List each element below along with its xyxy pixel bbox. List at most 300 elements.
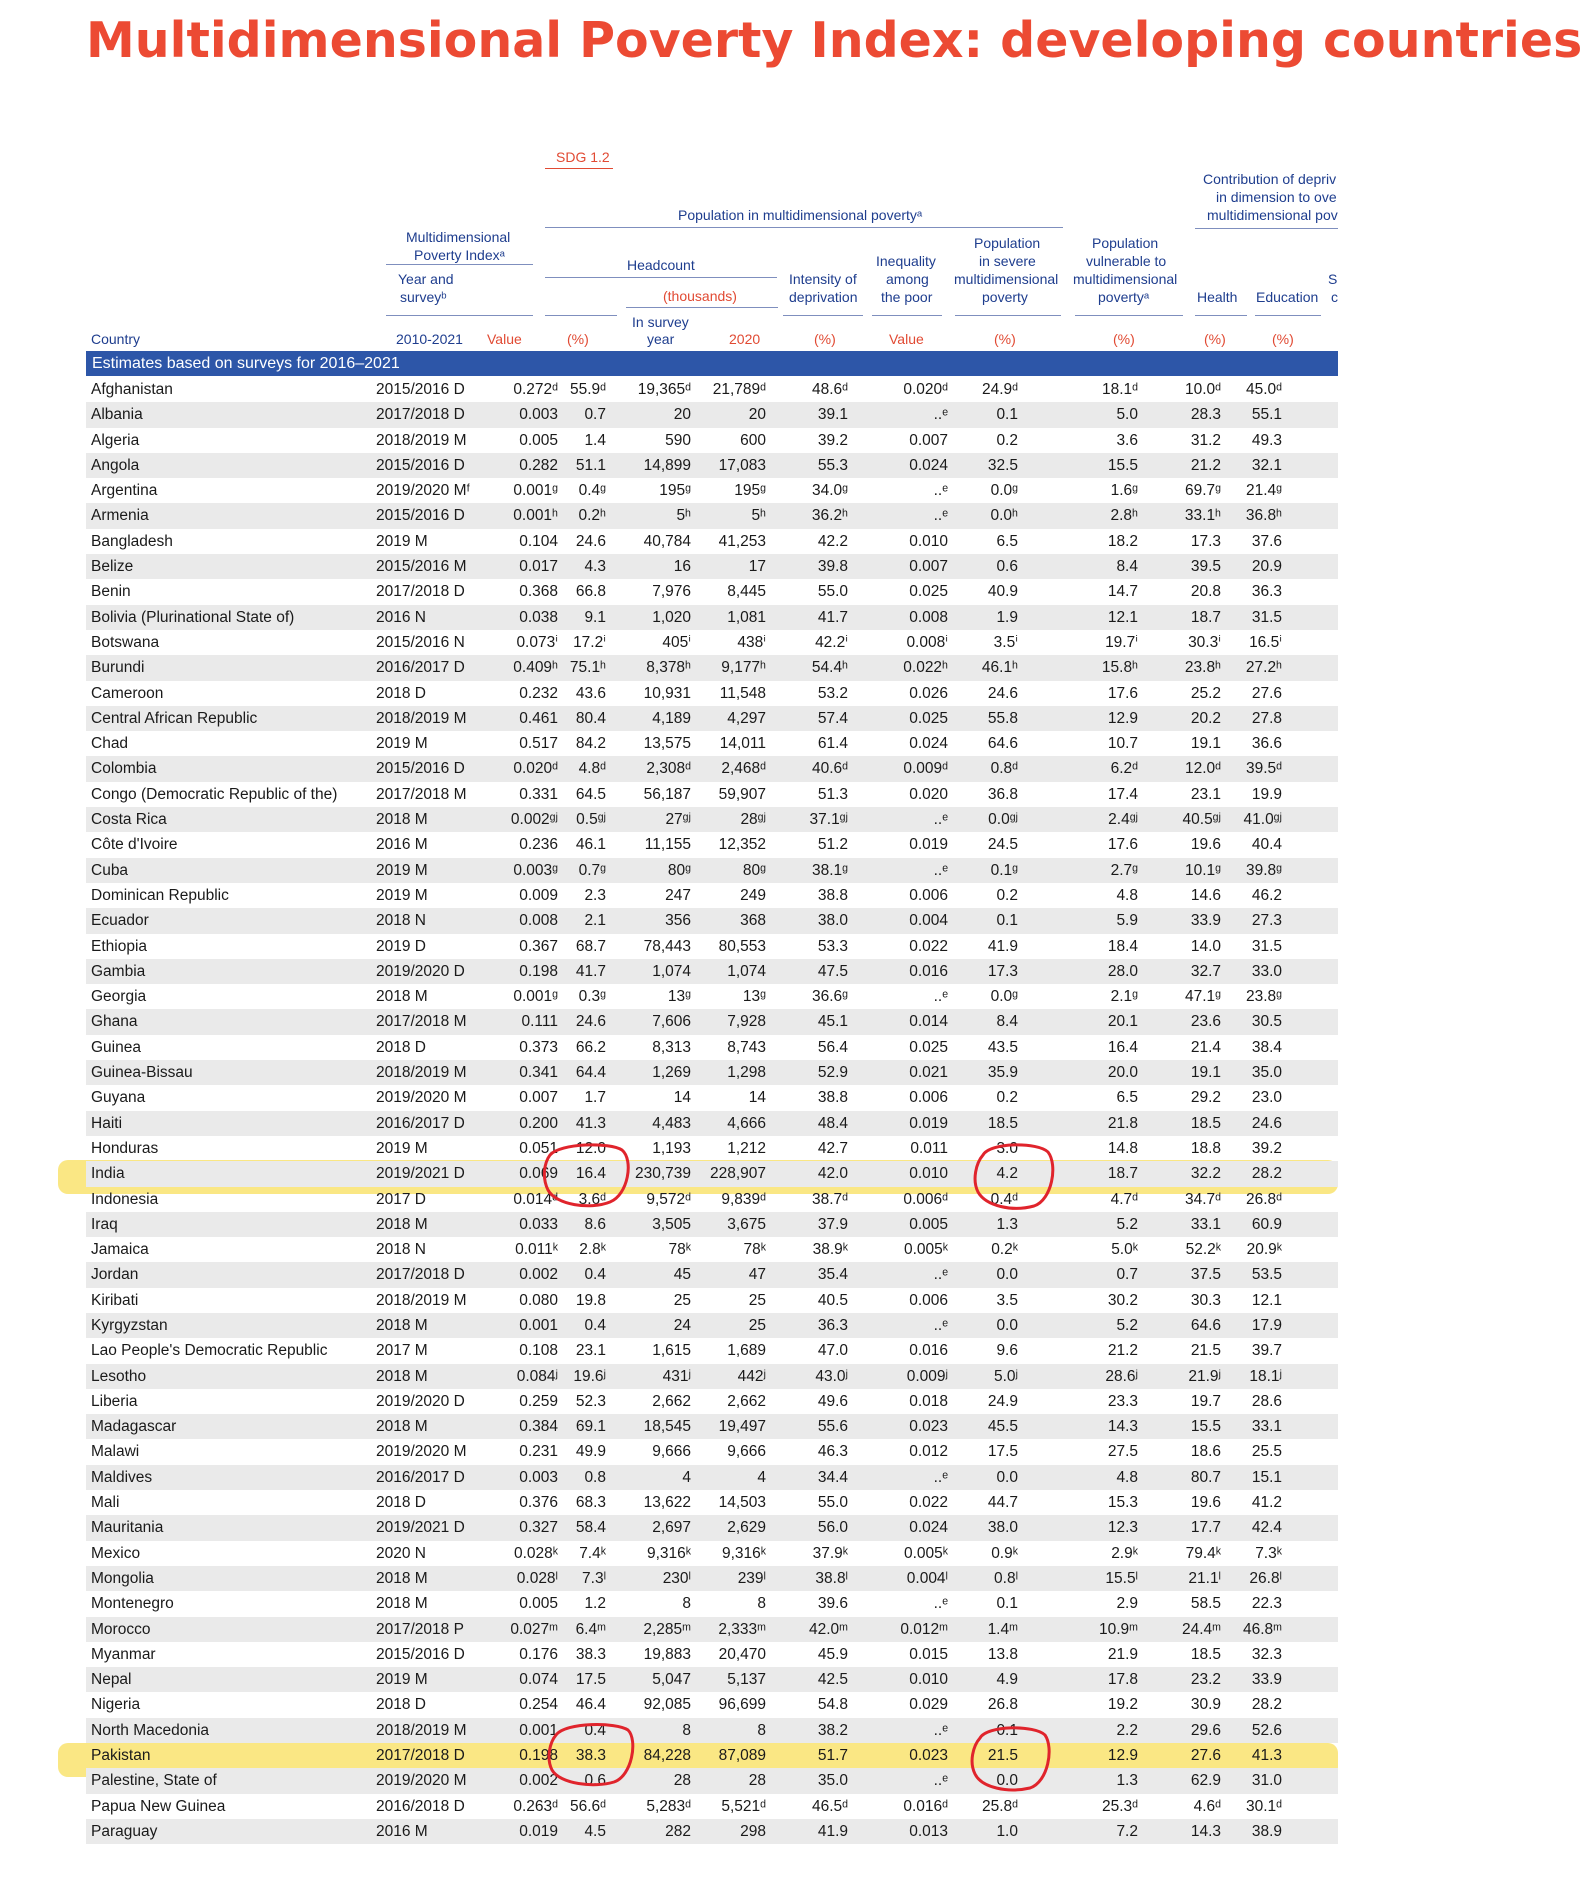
- intensity-cell: 51.2: [817, 836, 848, 854]
- severe-poverty-cell: 4.2: [996, 1165, 1018, 1183]
- headcount-2020-thousands-cell: 19,497: [718, 1418, 766, 1436]
- headcount-2020-thousands-cell: 2,468ᵈ: [721, 760, 766, 778]
- severe-poverty-cell: 44.7: [987, 1494, 1018, 1512]
- country-cell: Pakistan: [91, 1747, 151, 1765]
- intensity-cell: 48.6ᵈ: [811, 381, 848, 398]
- vulnerable-cell: 30.2: [1107, 1291, 1138, 1309]
- year-survey-cell: 2018 D: [376, 684, 426, 702]
- health-contribution-cell: 4.6ᵈ: [1193, 1797, 1221, 1815]
- headcount-survey-thousands-cell: 1,074: [652, 962, 691, 980]
- vulnerable-cell: 25.3ᵈ: [1101, 1797, 1138, 1815]
- headcount-pct-cell: 49.9: [575, 1443, 606, 1461]
- health-contribution-cell: 32.2: [1190, 1165, 1221, 1183]
- country-cell: Jordan: [91, 1266, 139, 1284]
- inequality-cell: 0.010: [909, 1671, 948, 1689]
- country-cell: North Macedonia: [91, 1721, 210, 1739]
- education-contribution-cell: 31.0: [1251, 1772, 1282, 1790]
- headcount-survey-thousands-cell: 4: [682, 1468, 691, 1486]
- country-cell: Benin: [91, 583, 131, 601]
- headcount-survey-thousands-cell: 8: [682, 1595, 691, 1613]
- health-contribution-cell: 40.5ᵍʲ: [1182, 811, 1221, 829]
- vulnerable-cell: 2.9ᵏ: [1111, 1544, 1138, 1562]
- intensity-cell: 61.4: [817, 735, 848, 753]
- intensity-cell: 34.4: [817, 1468, 848, 1486]
- headcount-2020-thousands-cell: 41,253: [718, 532, 766, 550]
- health-contribution-cell: 14.6: [1190, 886, 1221, 904]
- country-cell: Armenia: [91, 507, 149, 525]
- year-survey-cell: 2017/2018 M: [376, 1013, 467, 1031]
- severe-poverty-cell: 0.9ᵏ: [991, 1544, 1018, 1562]
- inequality-cell: 0.009ᵈ: [903, 760, 948, 778]
- health-contribution-cell: 21.1ˡ: [1188, 1569, 1221, 1587]
- education-contribution-cell: 27.2ʰ: [1245, 659, 1282, 677]
- headcount-2020-thousands-cell: 239ˡ: [737, 1569, 766, 1587]
- vulnerable-cell: 21.8: [1107, 1114, 1138, 1132]
- vulnerable-header-4: povertyᵃ: [1098, 289, 1150, 305]
- inequality-cell: 0.019: [909, 836, 948, 854]
- vulnerable-cell: 14.7: [1107, 583, 1138, 601]
- mpi-header-2: Poverty Indexᵃ: [414, 247, 505, 263]
- education-contribution-cell: 45.0ᵈ: [1245, 381, 1282, 398]
- country-cell: Palestine, State of: [91, 1772, 217, 1790]
- mpi-value-cell: 0.409ʰ: [513, 659, 558, 677]
- pct-header-severe: (%): [994, 331, 1016, 347]
- intensity-cell: 54.8: [817, 1696, 848, 1714]
- country-cell: Ethiopia: [91, 937, 148, 955]
- education-contribution-cell: 12.1: [1251, 1291, 1282, 1309]
- headcount-pct-cell: 19.8: [575, 1291, 606, 1309]
- inequality-cell: ..ᵉ: [933, 811, 948, 829]
- year-header-1: Year and: [398, 271, 454, 287]
- headcount-2020-thousands-cell: 9,839ᵈ: [721, 1190, 766, 1208]
- headcount-pct-cell: 0.5ᵍʲ: [576, 811, 606, 829]
- year-survey-cell: 2018 M: [376, 1367, 428, 1385]
- country-cell: Kiribati: [91, 1291, 139, 1309]
- education-contribution-cell: 33.9: [1251, 1671, 1282, 1689]
- education-contribution-cell: 24.6: [1251, 1114, 1282, 1132]
- education-contribution-cell: 55.1: [1251, 406, 1282, 424]
- education-contribution-cell: 17.9: [1251, 1316, 1282, 1334]
- intensity-cell: 38.2: [817, 1721, 848, 1739]
- year-survey-cell: 2018 D: [376, 1038, 426, 1056]
- headcount-2020-thousands-cell: 9,666: [727, 1443, 766, 1461]
- health-contribution-cell: 28.3: [1190, 406, 1221, 424]
- health-contribution-cell: 17.3: [1190, 532, 1221, 550]
- education-contribution-cell: 27.6: [1251, 684, 1282, 702]
- country-cell: Côte d'Ivoire: [91, 836, 178, 854]
- headcount-2020-thousands-cell: 59,907: [718, 785, 766, 803]
- severe-header-4: poverty: [982, 289, 1028, 305]
- mpi-value-cell: 0.108: [519, 1342, 558, 1360]
- year-survey-cell: 2019/2020 Mᶠ: [376, 482, 471, 500]
- headcount-pct-cell: 68.3: [575, 1494, 606, 1512]
- health-contribution-cell: 21.5: [1190, 1342, 1221, 1360]
- education-contribution-cell: 26.8ˡ: [1249, 1569, 1282, 1587]
- inequality-cell: 0.023: [909, 1418, 948, 1436]
- headcount-2020-thousands-cell: 4: [757, 1468, 766, 1486]
- headcount-2020-thousands-cell: 600: [740, 431, 766, 449]
- headcount-survey-thousands-cell: 1,269: [652, 1064, 691, 1082]
- year-survey-cell: 2018 D: [376, 1696, 426, 1714]
- headcount-pct-cell: 0.3ᵍ: [578, 988, 606, 1006]
- vulnerable-cell: 5.2: [1116, 1316, 1138, 1334]
- intensity-cell: 40.5: [817, 1291, 848, 1309]
- severe-poverty-cell: 1.9: [996, 608, 1018, 626]
- headcount-2020-thousands-cell: 368: [740, 912, 766, 930]
- mpi-value-cell: 0.028ᵏ: [513, 1544, 558, 1562]
- health-contribution-cell: 21.4: [1190, 1038, 1221, 1056]
- country-cell: India: [91, 1165, 125, 1183]
- inequality-cell: 0.022: [909, 1494, 948, 1512]
- headcount-pct-cell: 4.8ᵈ: [578, 760, 606, 778]
- inequality-cell: 0.019: [909, 1114, 948, 1132]
- intensity-cell: 42.5: [817, 1671, 848, 1689]
- headcount-survey-thousands-cell: 14: [673, 1089, 691, 1107]
- headcount-2020-thousands-cell: 9,177ʰ: [721, 659, 766, 677]
- health-contribution-cell: 15.5: [1190, 1418, 1221, 1436]
- country-cell: Papua New Guinea: [91, 1797, 226, 1815]
- country-cell: Lesotho: [91, 1367, 147, 1385]
- health-contribution-cell: 23.1: [1190, 785, 1221, 803]
- years-header: 2010-2021: [396, 331, 463, 347]
- headcount-pct-cell: 46.4: [575, 1696, 606, 1714]
- year-survey-cell: 2019/2021 D: [376, 1519, 465, 1537]
- education-contribution-cell: 49.3: [1251, 431, 1282, 449]
- inequality-cell: 0.012ᵐ: [900, 1620, 948, 1638]
- severe-poverty-cell: 0.1: [996, 1721, 1018, 1739]
- inequality-cell: 0.024: [909, 735, 948, 753]
- headcount-survey-thousands-cell: 431ʲ: [662, 1367, 691, 1385]
- health-contribution-cell: 25.2: [1190, 684, 1221, 702]
- year-survey-cell: 2019 D: [376, 937, 426, 955]
- headcount-pct-cell: 23.1: [575, 1342, 606, 1360]
- headcount-2020-thousands-cell: 8,445: [727, 583, 766, 601]
- education-contribution-cell: 30.5: [1251, 1013, 1282, 1031]
- headcount-2020-thousands-cell: 14,503: [718, 1494, 766, 1512]
- health-contribution-cell: 18.5: [1190, 1645, 1221, 1663]
- inequality-cell: 0.004ˡ: [906, 1569, 948, 1587]
- headcount-pct-cell: 75.1ʰ: [569, 659, 606, 677]
- education-contribution-cell: 26.8ᵈ: [1245, 1190, 1282, 1208]
- inequality-cell: 0.012: [909, 1443, 948, 1461]
- country-cell: Albania: [91, 406, 143, 424]
- contribution-header-3: multidimensional pov: [1207, 207, 1338, 223]
- education-contribution-cell: 23.0: [1251, 1089, 1282, 1107]
- country-cell: Mongolia: [91, 1569, 154, 1587]
- headcount-survey-thousands-cell: 5,283ᵈ: [646, 1797, 691, 1815]
- inequality-cell: ..ᵉ: [933, 1316, 948, 1334]
- mpi-value-cell: 0.005: [519, 431, 558, 449]
- year-survey-cell: 2018 M: [376, 988, 428, 1006]
- mpi-value-cell: 0.263ᵈ: [513, 1797, 558, 1815]
- intensity-cell: 53.2: [817, 684, 848, 702]
- vulnerable-cell: 20.0: [1107, 1064, 1138, 1082]
- headcount-pct-cell: 0.6: [584, 1772, 606, 1790]
- mpi-value-cell: 0.038: [519, 608, 558, 626]
- education-contribution-cell: 38.4: [1251, 1038, 1282, 1056]
- inequality-cell: 0.014: [909, 1013, 948, 1031]
- health-contribution-cell: 80.7: [1190, 1468, 1221, 1486]
- health-contribution-cell: 30.3ⁱ: [1188, 633, 1221, 651]
- vulnerable-cell: 2.7ᵍ: [1110, 861, 1138, 879]
- headcount-survey-thousands-cell: 28: [673, 1772, 691, 1790]
- country-cell: Montenegro: [91, 1595, 174, 1613]
- in-survey-header-1: In survey: [632, 314, 689, 330]
- severe-poverty-cell: 46.1ʰ: [981, 659, 1018, 677]
- inequality-cell: 0.029: [909, 1696, 948, 1714]
- s-stub-header: S: [1328, 271, 1338, 287]
- severe-poverty-cell: 0.2: [996, 886, 1018, 904]
- year-survey-cell: 2019/2020 D: [376, 962, 465, 980]
- mpi-value-cell: 0.231: [519, 1443, 558, 1461]
- inequality-cell: 0.020ᵈ: [903, 381, 948, 398]
- severe-poverty-cell: 0.2ᵏ: [991, 1241, 1018, 1259]
- intensity-cell: 45.9: [817, 1645, 848, 1663]
- severe-poverty-cell: 4.9: [996, 1671, 1018, 1689]
- headcount-2020-thousands-cell: 8: [757, 1721, 766, 1739]
- education-contribution-cell: 28.2: [1251, 1165, 1282, 1183]
- headcount-pct-cell: 2.8ᵏ: [579, 1241, 606, 1259]
- vulnerable-cell: 14.3: [1107, 1418, 1138, 1436]
- vulnerable-cell: 19.7ⁱ: [1105, 633, 1138, 651]
- severe-header-1: Population: [974, 235, 1041, 251]
- intensity-cell: 38.9ᵏ: [812, 1241, 848, 1259]
- vulnerable-cell: 8.4: [1116, 558, 1138, 576]
- country-cell: Malawi: [91, 1443, 140, 1461]
- health-contribution-cell: 10.1ᵍ: [1184, 861, 1221, 879]
- inequality-cell: 0.006: [909, 1291, 948, 1309]
- headcount-2020-thousands-cell: 8: [757, 1595, 766, 1613]
- inequality-cell: 0.024: [909, 456, 948, 474]
- headcount-2020-thousands-cell: 28ᵍʲ: [740, 811, 766, 829]
- country-cell: Botswana: [91, 633, 160, 651]
- headcount-survey-thousands-cell: 3,505: [652, 1215, 691, 1233]
- education-contribution-cell: 38.9: [1251, 1822, 1282, 1840]
- mpi-value-cell: 0.104: [519, 532, 558, 550]
- intensity-cell: 51.3: [817, 785, 848, 803]
- headcount-pct-cell: 80.4: [575, 709, 606, 727]
- health-contribution-cell: 34.7ᵈ: [1184, 1190, 1221, 1208]
- headcount-pct-cell: 84.2: [575, 735, 606, 753]
- country-cell: Ghana: [91, 1013, 138, 1031]
- vulnerable-cell: 2.2: [1116, 1721, 1138, 1739]
- headcount-pct-cell: 17.2ⁱ: [573, 633, 606, 651]
- mpi-value-cell: 0.200: [519, 1114, 558, 1132]
- severe-poverty-cell: 3.5ⁱ: [993, 633, 1018, 651]
- intensity-cell: 46.3: [817, 1443, 848, 1461]
- intensity-header-1: Intensity of: [789, 271, 857, 287]
- headcount-pct-cell: 38.3: [575, 1645, 606, 1663]
- year-survey-cell: 2015/2016 D: [376, 456, 465, 474]
- headcount-survey-thousands-cell: 7,976: [652, 583, 691, 601]
- y2020-header: 2020: [729, 331, 761, 347]
- country-cell: Nigeria: [91, 1696, 141, 1714]
- mpi-value-cell: 0.331: [519, 785, 558, 803]
- headcount-pct-cell: 7.3ˡ: [582, 1569, 606, 1587]
- education-contribution-cell: 20.9ᵏ: [1246, 1241, 1282, 1259]
- severe-poverty-cell: 13.8: [987, 1645, 1018, 1663]
- education-contribution-cell: 32.3: [1251, 1645, 1282, 1663]
- headcount-pct-cell: 58.4: [575, 1519, 606, 1537]
- intensity-cell: 39.1: [817, 406, 848, 424]
- severe-poverty-cell: 0.0: [996, 1266, 1018, 1284]
- year-survey-cell: 2016 N: [376, 608, 426, 626]
- severe-header-2: in severe: [979, 253, 1036, 269]
- headcount-survey-thousands-cell: 16: [673, 558, 691, 576]
- health-contribution-cell: 21.9ʲ: [1188, 1367, 1221, 1385]
- country-cell: Burundi: [91, 659, 145, 677]
- year-survey-cell: 2017/2018 D: [376, 1266, 465, 1284]
- mpi-value-cell: 0.027ᵐ: [510, 1620, 558, 1638]
- headcount-pct-cell: 46.1: [575, 836, 606, 854]
- health-contribution-cell: 30.3: [1190, 1291, 1221, 1309]
- headcount-pct-cell: 2.3: [584, 886, 606, 904]
- mpi-value-cell: 0.002ᵍʲ: [510, 811, 558, 829]
- inequality-header-2: among: [886, 271, 929, 287]
- headcount-survey-thousands-cell: 2,697: [652, 1519, 691, 1537]
- vulnerable-cell: 12.1: [1107, 608, 1138, 626]
- inequality-cell: 0.004: [909, 912, 948, 930]
- year-survey-cell: 2019 M: [376, 735, 428, 753]
- education-contribution-cell: 32.1: [1251, 456, 1282, 474]
- country-cell: Congo (Democratic Republic of the): [91, 785, 338, 803]
- headcount-survey-thousands-cell: 8: [682, 1721, 691, 1739]
- country-cell: Honduras: [91, 1139, 159, 1157]
- intensity-cell: 53.3: [817, 937, 848, 955]
- education-contribution-cell: 19.9: [1251, 785, 1282, 803]
- education-contribution-cell: 35.0: [1251, 1064, 1282, 1082]
- severe-poverty-cell: 0.1: [996, 1595, 1018, 1613]
- severe-poverty-cell: 0.0ᵍʲ: [988, 811, 1018, 829]
- inequality-cell: 0.026: [909, 684, 948, 702]
- mpi-value-cell: 0.014ᵈ: [513, 1190, 558, 1208]
- headcount-2020-thousands-cell: 4,297: [727, 709, 766, 727]
- health-contribution-cell: 21.2: [1190, 456, 1221, 474]
- headcount-survey-thousands-cell: 2,308ᵈ: [646, 760, 691, 778]
- mpi-value-cell: 0.517: [519, 735, 558, 753]
- vulnerable-cell: 19.2: [1107, 1696, 1138, 1714]
- country-cell: Georgia: [91, 988, 147, 1006]
- headcount-2020-thousands-cell: 249: [740, 886, 766, 904]
- country-cell: Maldives: [91, 1468, 153, 1486]
- headcount-survey-thousands-cell: 5ʰ: [676, 507, 691, 525]
- headcount-survey-thousands-cell: 24: [673, 1316, 691, 1334]
- education-contribution-cell: 31.5: [1251, 937, 1282, 955]
- severe-poverty-cell: 1.4ᵐ: [987, 1620, 1018, 1638]
- country-cell: Cameroon: [91, 684, 164, 702]
- sdg-label: SDG 1.2: [556, 149, 610, 165]
- headcount-pct-cell: 24.6: [575, 532, 606, 550]
- country-cell: Liberia: [91, 1392, 138, 1410]
- vulnerable-cell: 2.9: [1116, 1595, 1138, 1613]
- health-contribution-cell: 10.0ᵈ: [1184, 381, 1221, 398]
- education-contribution-cell: 15.1: [1251, 1468, 1282, 1486]
- headcount-pct-cell: 64.4: [575, 1064, 606, 1082]
- intensity-cell: 40.6ᵈ: [811, 760, 848, 778]
- mpi-value-cell: 0.073ⁱ: [516, 633, 558, 651]
- circle-india-severe: [975, 1145, 1053, 1208]
- vulnerable-cell: 5.0ᵏ: [1111, 1241, 1138, 1259]
- vulnerable-cell: 21.2: [1107, 1342, 1138, 1360]
- vulnerable-cell: 3.6: [1116, 431, 1138, 449]
- inequality-cell: ..ᵉ: [933, 861, 948, 879]
- headcount-2020-thousands-cell: 21,789ᵈ: [712, 381, 766, 398]
- vulnerable-cell: 0.7: [1116, 1266, 1138, 1284]
- headcount-2020-thousands-cell: 7,928: [727, 1013, 766, 1031]
- inequality-cell: 0.023: [909, 1747, 948, 1765]
- headcount-survey-thousands-cell: 1,193: [652, 1139, 691, 1157]
- health-contribution-cell: 29.2: [1190, 1089, 1221, 1107]
- mpi-value-cell: 0.001ᵍ: [513, 988, 558, 1006]
- severe-poverty-cell: 25.8ᵈ: [981, 1797, 1018, 1815]
- intensity-cell: 36.6ᵍ: [811, 988, 848, 1006]
- education-contribution-cell: 46.2: [1251, 886, 1282, 904]
- country-cell: Myanmar: [91, 1645, 156, 1663]
- vulnerable-cell: 12.3: [1107, 1519, 1138, 1537]
- health-contribution-cell: 69.7ᵍ: [1184, 482, 1221, 500]
- severe-poverty-cell: 1.0: [996, 1822, 1018, 1840]
- intensity-cell: 34.0ᵍ: [811, 482, 848, 500]
- vulnerable-header-2: vulnerable to: [1086, 253, 1167, 269]
- headcount-survey-thousands-cell: 19,883: [643, 1645, 691, 1663]
- contribution-header-1: Contribution of depriv: [1203, 171, 1337, 187]
- mpi-value-cell: 0.367: [519, 937, 558, 955]
- severe-poverty-cell: 3.0: [996, 1139, 1018, 1157]
- headcount-2020-thousands-cell: 5,521ᵈ: [721, 1797, 766, 1815]
- intensity-cell: 37.9ᵏ: [812, 1544, 848, 1562]
- mpi-value-cell: 0.111: [521, 1013, 558, 1031]
- severe-poverty-cell: 1.3: [996, 1215, 1018, 1233]
- mpi-value-cell: 0.003ᵍ: [513, 861, 558, 879]
- headcount-survey-thousands-cell: 195ᵍ: [659, 482, 691, 500]
- inequality-cell: ..ᵉ: [933, 988, 948, 1006]
- year-survey-cell: 2019 M: [376, 886, 428, 904]
- headcount-2020-thousands-cell: 2,662: [727, 1392, 766, 1410]
- headcount-2020-thousands-cell: 14,011: [719, 735, 766, 753]
- severe-poverty-cell: 32.5: [987, 456, 1018, 474]
- vulnerable-cell: 18.4: [1107, 937, 1138, 955]
- year-survey-cell: 2018/2019 M: [376, 1064, 467, 1082]
- headcount-pct-cell: 0.4: [584, 1316, 606, 1334]
- headcount-pct-cell: 19.6ʲ: [573, 1367, 606, 1385]
- vulnerable-cell: 17.6: [1107, 684, 1138, 702]
- inequality-cell: 0.006ᵈ: [903, 1190, 948, 1208]
- year-survey-cell: 2017 D: [376, 1190, 426, 1208]
- vulnerable-cell: 5.2: [1116, 1215, 1138, 1233]
- mpi-value-cell: 0.236: [519, 836, 558, 854]
- intensity-cell: 55.6: [817, 1418, 848, 1436]
- year-header-2: surveyᵇ: [400, 289, 447, 305]
- year-survey-cell: 2018 M: [376, 1418, 428, 1436]
- vulnerable-cell: 5.0: [1116, 406, 1138, 424]
- inequality-cell: 0.006: [909, 1089, 948, 1107]
- intensity-cell: 46.5ᵈ: [811, 1797, 848, 1815]
- inequality-cell: 0.025: [909, 583, 948, 601]
- country-cell: Iraq: [91, 1215, 118, 1233]
- headcount-survey-thousands-cell: 1,020: [652, 608, 691, 626]
- inequality-cell: 0.005: [909, 1215, 948, 1233]
- headcount-pct-cell: 1.4: [584, 431, 606, 449]
- intensity-cell: 39.2: [817, 431, 848, 449]
- severe-poverty-cell: 24.9: [987, 1392, 1018, 1410]
- year-survey-cell: 2019/2020 D: [376, 1392, 465, 1410]
- year-survey-cell: 2019 M: [376, 532, 428, 550]
- year-survey-cell: 2019/2020 M: [376, 1089, 467, 1107]
- country-cell: Ecuador: [91, 912, 149, 930]
- severe-poverty-cell: 17.3: [987, 962, 1018, 980]
- headcount-pct-cell: 8.6: [584, 1215, 606, 1233]
- headcount-pct-cell: 43.6: [575, 684, 606, 702]
